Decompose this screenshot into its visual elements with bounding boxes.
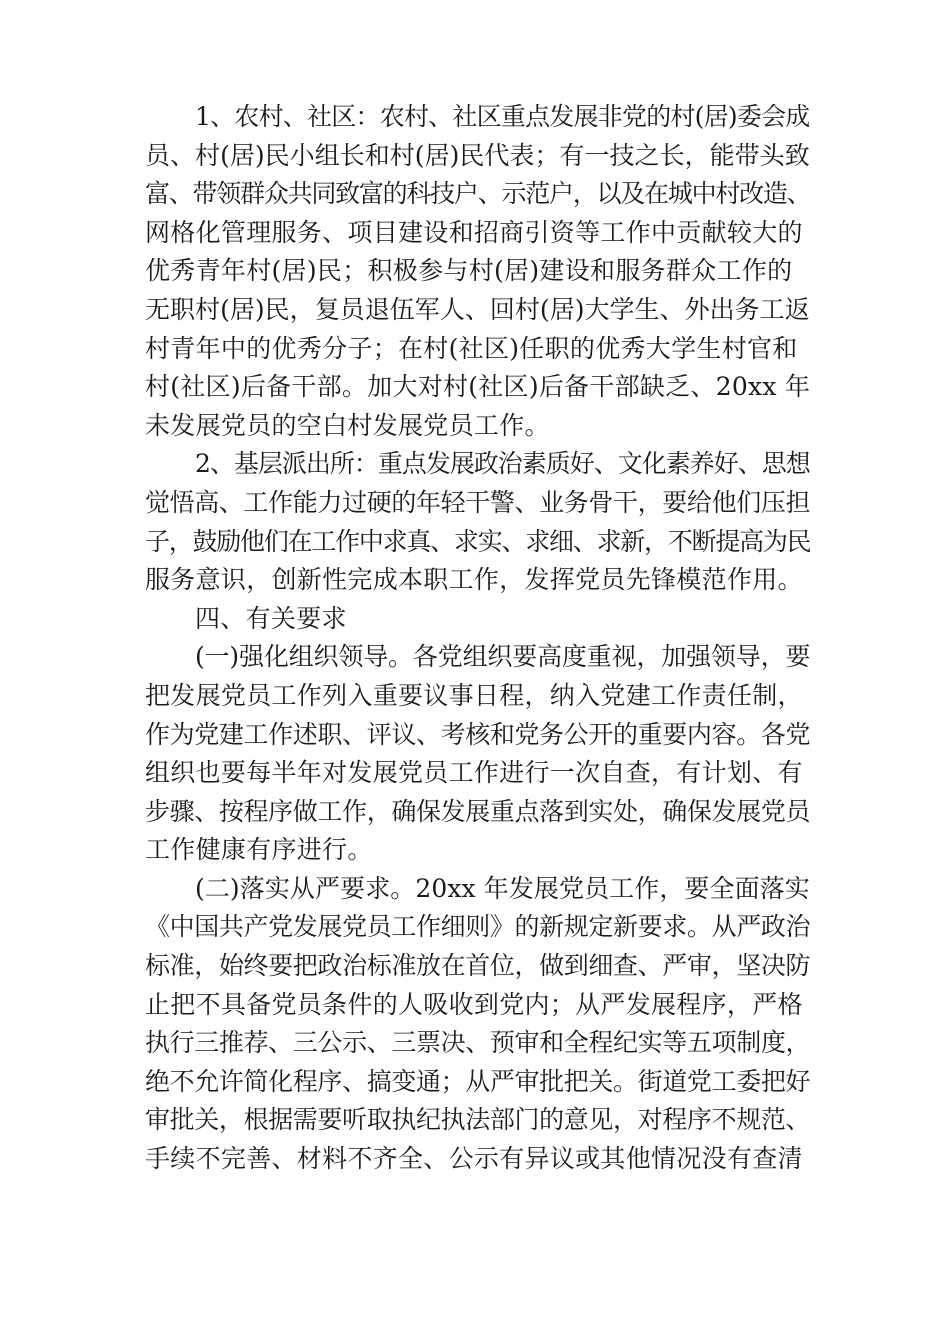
text-line: 2、基层派出所：重点发展政治素质好、文化素养好、思想 <box>195 449 810 479</box>
text-line: 村(社区)后备干部。加大对村(社区)后备干部缺乏、20xx 年 <box>145 372 811 402</box>
text-line: 无职村(居)民，复员退伍军人、回村(居)大学生、外出务工返 <box>145 294 810 324</box>
text-line: 四、有关要求 <box>195 603 347 633</box>
text-line: 1、农村、社区：农村、社区重点发展非党的村(居)委会成 <box>195 102 810 131</box>
text-line: 审批关，根据需要听取执纪执法部门的意见，对程序不规范、 <box>145 1105 811 1135</box>
text-line: 子，鼓励他们在工作中求真、求实、求细、求新，不断提高为民 <box>145 526 811 556</box>
text-line: 员、村(居)民小组长和村(居)民代表；有一技之长，能带头致 <box>145 140 810 170</box>
text-line: 手续不完善、材料不齐全、公示有异议或其他情况没有查清 <box>145 1144 803 1174</box>
document-body <box>145 98 810 1179</box>
text-line: 绝不允许简化程序、搞变通；从严审批把关。街道党工委把好 <box>145 1066 811 1096</box>
text-line: 工作健康有序进行。 <box>145 835 373 865</box>
paragraph <box>145 98 810 445</box>
text-line: 未发展党员的空白村发展党员工作。 <box>145 410 550 440</box>
text-line: (二)落实从严要求。20xx 年发展党员工作，要全面落实 <box>195 873 810 903</box>
text-line: 网格化管理服务、项目建设和招商引资等工作中贡献较大的 <box>145 217 803 247</box>
text-line: 作为党建工作述职、评议、考核和党务公开的重要内容。各党 <box>145 719 811 749</box>
text-line: 步骤、按程序做工作，确保发展重点落到实处，确保发展党员 <box>145 796 811 826</box>
text-line: 《中国共产党发展党员工作细则》的新规定新要求。从严政治 <box>145 912 811 942</box>
text-line: 村青年中的优秀分子；在村(社区)任职的优秀大学生村官和 <box>145 333 798 363</box>
text-line: 执行三推荐、三公示、三票决、预审和全程纪实等五项制度， <box>145 1028 811 1058</box>
text-line: 止把不具备党员条件的人吸收到党内；从严发展程序，严格 <box>145 989 803 1019</box>
paragraph <box>145 600 810 639</box>
text-line: 觉悟高、工作能力过硬的年轻干警、业务骨干，要给他们压担 <box>145 487 811 517</box>
text-line: 把发展党员工作列入重要议事日程，纳入党建工作责任制， <box>145 680 803 710</box>
paragraph <box>145 870 810 1179</box>
text-line: 服务意识，创新性完成本职工作，发挥党员先锋模范作用。 <box>145 565 803 595</box>
text-line: 标准，始终要把政治标准放在首位，做到细查、严审，坚决防 <box>145 951 811 981</box>
paragraph <box>145 638 810 870</box>
text-line: 富、带领群众共同致富的科技户、示范户，以及在城中村改造、 <box>145 179 811 209</box>
paragraph <box>145 445 810 599</box>
text-line: (一)强化组织领导。各党组织要高度重视，加强领导，要 <box>195 642 811 672</box>
text-line: 优秀青年村(居)民；积极参与村(居)建设和服务群众工作的 <box>145 256 793 286</box>
text-line: 组织也要每半年对发展党员工作进行一次自查，有计划、有 <box>145 758 803 788</box>
